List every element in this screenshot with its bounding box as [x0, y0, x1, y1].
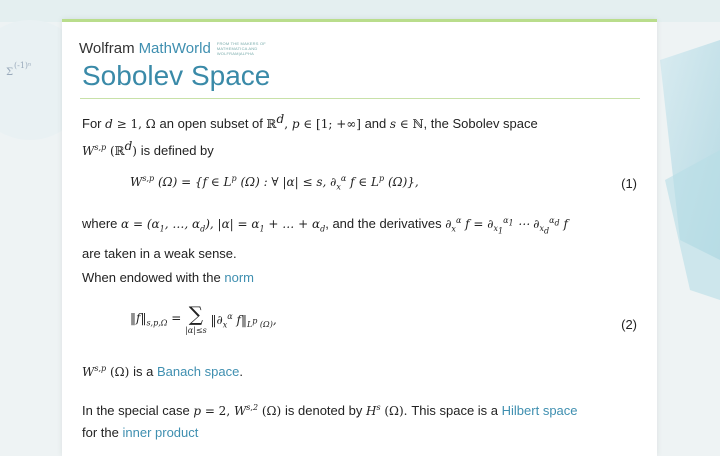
svg-text:Σ: Σ — [6, 67, 14, 78]
logo-tagline: FROM THE MAKERS OF MATHEMATICA AND WOLFRAM|ALPHA — [216, 40, 266, 56]
text: is denoted by — [285, 403, 363, 418]
paragraph-intro: For d ≥ 1, Ω an open subset of ℝ$^d$, p ∈ [1; +∞] and s ∈ ℕ, the Sobolev space W$^{s,p}$ (ℝ$^d$) is defined by — [82, 112, 538, 158]
link-inner-product[interactable]: inner product — [122, 425, 199, 440]
mathworld-logo[interactable] — [79, 38, 279, 58]
equation-1-number: (1) — [621, 176, 637, 191]
text: are taken in a weak sense. — [82, 245, 237, 261]
text: is a — [133, 364, 154, 379]
text: When endowed with the — [82, 270, 221, 285]
text: where — [82, 216, 118, 231]
page-title: Sobolev Space — [82, 60, 271, 91]
equation-2-number: (2) — [621, 317, 637, 332]
logo-wolfram: Wolfram — [79, 39, 135, 57]
text: For — [82, 116, 102, 131]
text: and — [364, 116, 387, 131]
equation-1: W$^{s,p}$ (Ω) = {f ∈ $L^p$ (Ω) : ∀ |α| ≤ s, $\partial_x^\alpha$ f ∈ $L^p$ (Ω)}, — [130, 174, 419, 192]
logo-mathworld: MathWorld — [138, 39, 211, 57]
paragraph-where: where $\alpha = (\alpha_1$, …, $\alpha_d$), $|\alpha| = \alpha_1$ + … + $\alpha_d$, and the derivatives $\partial_x^\alpha$ $f = \partial_{x_1}^{\alpha_1}$ ⋯ $\partial_{x_d}^{\alpha_d}$ f are taken in a weak sense. — [82, 216, 568, 261]
title-divider — [80, 98, 640, 99]
text: for the — [82, 425, 119, 440]
link-banach-space[interactable]: Banach space — [156, 364, 240, 379]
paragraph-hilbert: In the special case p = 2, W$^{s,2}$ (Ω) is denoted by $H^s$ (Ω). This space is a Hilbert space for the inner product — [82, 403, 578, 440]
paragraph-banach: W$^{s,p}$ (Ω) is a Banach space. — [82, 364, 243, 379]
article-card — [62, 19, 657, 456]
math-d-ge-1: d — [105, 117, 113, 131]
link-norm[interactable]: norm — [224, 270, 255, 285]
link-hilbert-space[interactable]: Hilbert space — [501, 403, 578, 418]
svg-text:(-1)ⁿ: (-1)ⁿ — [14, 61, 32, 70]
text: In the special case — [82, 403, 190, 418]
text: is defined by — [140, 143, 214, 158]
paragraph-norm — [82, 267, 642, 289]
text: . — [239, 364, 243, 379]
text: This space is a — [411, 403, 499, 418]
text: the Sobolev space — [430, 116, 538, 131]
text: an open subset of — [159, 116, 263, 131]
equation-2: $‖f‖_{s,p,\Omega}$ = ∑ |α|≤s $‖\partial_x^\alpha$ $f‖_{L^p (\Omega)}$, — [130, 302, 277, 335]
text: and the derivatives — [332, 216, 442, 231]
